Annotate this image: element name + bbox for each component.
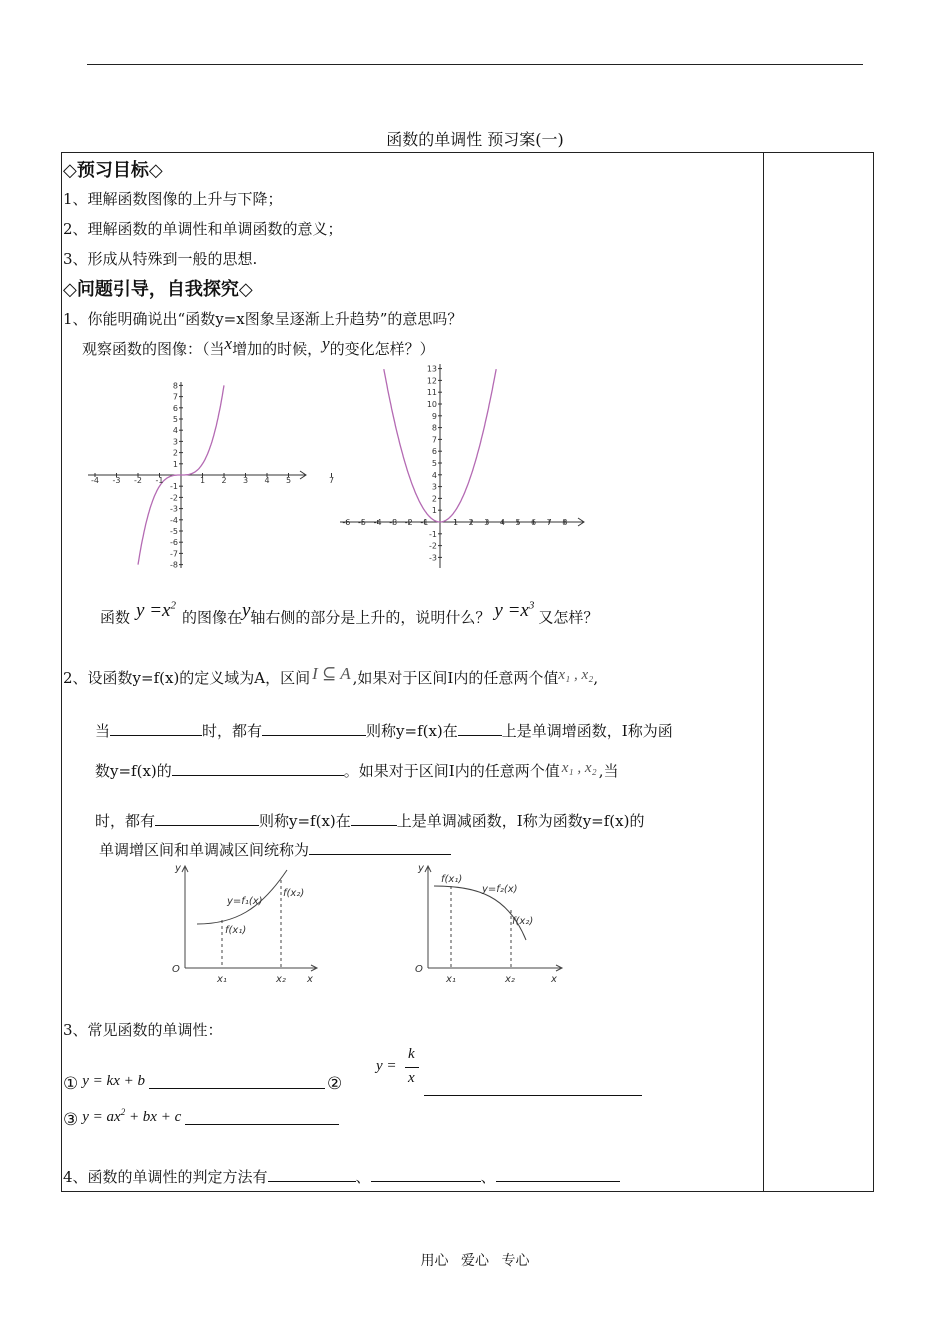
x-tick-label: 1 bbox=[453, 518, 459, 527]
x-tick-label: 5 bbox=[515, 518, 521, 527]
y-tick-label: 12 bbox=[426, 376, 437, 386]
curve-label: y=f₂(x) bbox=[482, 884, 518, 895]
y-tick-label: 5 bbox=[172, 415, 178, 424]
x-tick-label: 4 bbox=[264, 476, 270, 485]
x-axis-label: x bbox=[307, 974, 313, 985]
y-tick-label: -4 bbox=[170, 515, 178, 525]
question-2-line3: 数y=f(x)的 。如果对于区间I内的任意两个值 x₁ , x₂ ,当 bbox=[95, 760, 619, 780]
answer-blank[interactable] bbox=[496, 1167, 620, 1182]
q3-item-quadratic: ③ $y = ax^2$ + bx + c bbox=[63, 1110, 339, 1130]
answer-blank[interactable] bbox=[110, 721, 202, 736]
x-tick-label: 7 bbox=[546, 518, 552, 527]
curve-label: y=f₁(x) bbox=[227, 896, 263, 907]
explore-heading: ◇问题引导，自我探究◇ bbox=[63, 279, 253, 300]
y-tick-label: -1 bbox=[429, 529, 437, 539]
answer-blank[interactable] bbox=[155, 811, 259, 826]
x-tick-label: -1 bbox=[155, 476, 164, 485]
question-2-line2: 当 时，都有 则称y=f(x)在 上是单调增函数，I称为函 bbox=[95, 722, 673, 740]
question-2-line5: 单调增区间和单调减区间统称为 bbox=[99, 839, 451, 860]
y-tick-label: -1 bbox=[170, 482, 178, 492]
x-tick-label: -4 bbox=[373, 518, 382, 527]
question-1-observe: 观察函数的图像：（当x增加的时候，y的变化怎样？） bbox=[82, 334, 435, 358]
y-tick-label: -3 bbox=[429, 553, 437, 563]
x-tick-label: 2 bbox=[468, 518, 474, 527]
y-tick-label: 1 bbox=[431, 506, 437, 516]
origin-label: O bbox=[415, 964, 423, 975]
answer-blank[interactable] bbox=[371, 1167, 481, 1182]
increasing-function-figure bbox=[165, 858, 325, 988]
header-rule bbox=[87, 64, 863, 65]
answer-blank[interactable] bbox=[172, 761, 344, 776]
f-x2-label: f(x₂) bbox=[512, 916, 534, 927]
goal-item: 3、形成从特殊到一般的思想. bbox=[63, 250, 258, 268]
y-tick-label: 4 bbox=[172, 426, 178, 436]
y-tick-label: -2 bbox=[429, 541, 437, 551]
goals-heading: ◇预习目标◇ bbox=[63, 160, 163, 181]
x-tick-label: -3 bbox=[389, 518, 398, 527]
y-axis-label: y bbox=[418, 863, 424, 874]
x-tick-label: 3 bbox=[242, 476, 249, 485]
f-x2-label: f(x₂) bbox=[283, 888, 305, 899]
x-tick-label: 1 bbox=[199, 476, 206, 485]
cubic-graph bbox=[84, 378, 335, 570]
y-tick-label: 6 bbox=[172, 403, 178, 413]
y-tick-label: 4 bbox=[431, 470, 437, 480]
y-tick-label: -7 bbox=[170, 549, 178, 559]
x-tick-label: -6 bbox=[342, 518, 351, 527]
y-tick-label: 13 bbox=[426, 364, 437, 374]
x-tick-label: -1 bbox=[420, 518, 429, 527]
page-footer: 用心 爱心 专心 bbox=[420, 1253, 530, 1269]
answer-blank[interactable] bbox=[268, 1167, 356, 1182]
x-tick-label: 6 bbox=[531, 518, 537, 527]
y-tick-label: -8 bbox=[170, 560, 178, 570]
answer-blank[interactable] bbox=[262, 721, 366, 736]
goal-item: 1、理解函数图像的上升与下降； bbox=[63, 190, 283, 208]
x-tick-label: 7 bbox=[328, 476, 335, 485]
goal-item: 2、理解函数的单调性和单调函数的意义； bbox=[63, 220, 343, 238]
page-title: 函数的单调性 预习案(一) bbox=[386, 130, 564, 149]
question-2-line1: 2、设函数y=f(x)的定义域为A，区间 I ⊆ A ,如果对于区间I内的任意两个值x₁ , x₂, bbox=[63, 664, 599, 687]
question-4: 4、函数的单调性的判定方法有 、 、 bbox=[63, 1166, 620, 1187]
y-tick-label: 11 bbox=[426, 388, 437, 398]
answer-blank[interactable] bbox=[351, 811, 397, 826]
x1-label: x₁ bbox=[217, 974, 227, 985]
x-tick-label: 5 bbox=[285, 476, 292, 485]
x2-label: x₂ bbox=[276, 974, 286, 985]
y-tick-label: 8 bbox=[172, 381, 178, 391]
answer-blank[interactable] bbox=[309, 840, 451, 855]
x-tick-label: -2 bbox=[404, 518, 413, 527]
y-tick-label: -2 bbox=[170, 493, 178, 503]
x-tick-label: 8 bbox=[562, 518, 568, 527]
y-axis-label: y bbox=[175, 863, 181, 874]
x1-label: x₁ bbox=[446, 974, 456, 985]
f-x1-label: f(x₁) bbox=[441, 874, 463, 885]
x-tick-label: -2 bbox=[134, 476, 142, 485]
y-tick-label: -5 bbox=[170, 527, 178, 536]
parabola-graph bbox=[336, 362, 594, 574]
y-tick-label: 7 bbox=[172, 392, 178, 402]
answer-blank[interactable] bbox=[149, 1074, 325, 1089]
answer-blank[interactable] bbox=[458, 721, 502, 736]
y-tick-label: 3 bbox=[172, 437, 178, 447]
question-1-follow-up: 函数 $y =x^2$的图像在y轴右侧的部分是上升的，说明什么？ $y =x^3$又怎样？ bbox=[100, 600, 599, 627]
y-tick-label: 9 bbox=[431, 411, 437, 421]
y-tick-label: 1 bbox=[172, 459, 178, 469]
answer-blank[interactable] bbox=[424, 1081, 642, 1096]
notes-column-divider bbox=[763, 152, 764, 1192]
question-2-line4: 时，都有 则称y=f(x)在 上是单调减函数，I称为函数y=f(x)的 bbox=[95, 812, 645, 830]
x-tick-label: 2 bbox=[221, 476, 227, 485]
x-tick-label: 4 bbox=[499, 518, 505, 527]
x-tick-label: -5 bbox=[358, 518, 366, 527]
q3-item-linear: ① y = kx + b ② bbox=[63, 1073, 343, 1094]
x2-label: x₂ bbox=[505, 974, 515, 985]
decreasing-function-figure bbox=[408, 858, 570, 988]
x-tick-label: 3 bbox=[484, 518, 490, 527]
y-tick-label: -6 bbox=[170, 538, 178, 548]
question-1: 1、你能明确说出“函数y=x图象呈逐渐上升趋势”的意思吗？ bbox=[63, 310, 463, 328]
question-3: 3、常见函数的单调性： bbox=[63, 1021, 223, 1039]
y-tick-label: 2 bbox=[431, 494, 437, 504]
origin-label: O bbox=[172, 964, 180, 975]
y-tick-label: 5 bbox=[431, 459, 437, 468]
y-tick-label: 7 bbox=[431, 435, 437, 445]
f-x1-label: f(x₁) bbox=[225, 925, 247, 936]
y-tick-label: 3 bbox=[431, 482, 437, 492]
y-tick-label: 2 bbox=[172, 448, 178, 458]
x-tick-label: -3 bbox=[112, 476, 121, 485]
y-tick-label: 10 bbox=[426, 400, 437, 409]
y-tick-label: 6 bbox=[431, 447, 437, 457]
x-tick-label: -4 bbox=[91, 476, 99, 485]
answer-blank[interactable] bbox=[185, 1110, 339, 1125]
y-tick-label: -3 bbox=[170, 504, 178, 514]
y-tick-label: 8 bbox=[431, 423, 437, 433]
x-axis-label: x bbox=[551, 974, 557, 985]
